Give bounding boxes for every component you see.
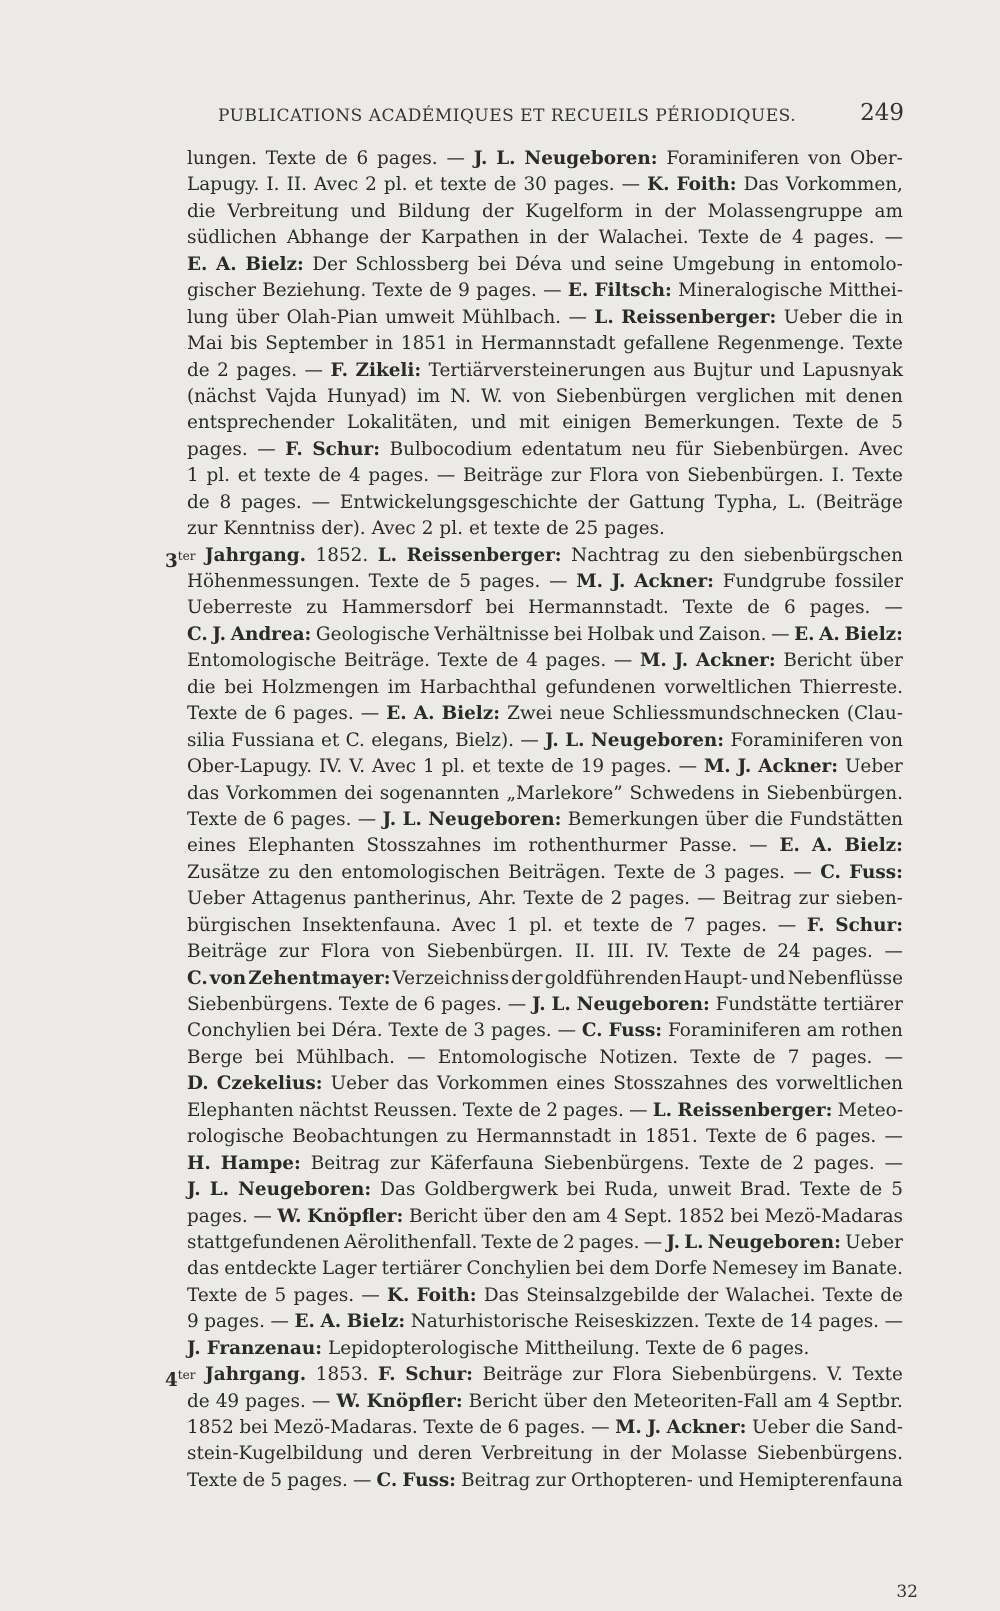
text-line: $4^{ter}$ Jahrgang. 1853. F. Schur: Beiträge zur Flora Siebenbürgens. V. Texte: [165, 1364, 903, 1392]
body-text: [165, 146, 903, 1494]
text-line: Ueber Attagenus pantherinus, Ahr. Texte de 2 pages. — Beitrag zur sieben-: [187, 888, 903, 910]
text-line: das Vorkommen dei sogenannten „Marlekore” Schwedens in Siebenbürgen.: [187, 782, 903, 804]
text-line: (nächst Vajda Hunyad) im N. W. von Siebenbürgen verglichen mit denen: [187, 385, 903, 407]
text-line: das entdeckte Lager tertiärer Conchylien bei dem Dorfe Nemesey im Banate.: [187, 1258, 903, 1280]
text-line: Lapugy. I. II. Avec 2 pl. et texte de 30 pages. — K. Foith: Das Vorkommen,: [187, 174, 903, 196]
text-line: D. Czekelius: Ueber das Vorkommen eines Stosszahnes des vorweltlichen: [187, 1073, 903, 1095]
text-line: Beiträge zur Flora von Siebenbürgen. II. III. IV. Texte de 24 pages. —: [187, 941, 903, 963]
text-line: die bei Holzmengen im Harbachthal gefundenen vorweltlichen Thierreste.: [187, 676, 903, 698]
text-line: Texte de 6 pages. — E. A. Bielz: Zwei neue Schliessmundschnecken (Clau-: [187, 703, 903, 725]
text-line: H. Hampe: Beitrag zur Käferfauna Siebenbürgens. Texte de 2 pages. —: [187, 1152, 903, 1174]
text-line: Siebenbürgens. Texte de 6 pages. — J. L. Neugeboren: Fundstätte tertiärer: [187, 994, 903, 1015]
text-line: entsprechender Lokalitäten, und mit einigen Bemerkungen. Texte de 5: [187, 412, 903, 434]
text-line: stattgefundenen Aërolithenfall. Texte de 2 pages. — J. L. Neugeboren: Ueber: [187, 1231, 903, 1253]
text-line: Ueberreste zu Hammersdorf bei Hermannstadt. Texte de 6 pages. —: [187, 597, 903, 619]
text-line: de 8 pages. — Entwickelungsgeschichte der Gattung Typha, L. (Beiträge: [187, 491, 903, 513]
text-line: 1 pl. et texte de 4 pages. — Beiträge zur Flora von Siebenbürgen. I. Texte: [187, 465, 903, 487]
text-line: de 49 pages. — W. Knöpfler: Bericht über den Meteoriten-Fall am 4 Septbr.: [187, 1390, 903, 1412]
text-line: rologische Beobachtungen zu Hermannstadt in 1851. Texte de 6 pages. —: [187, 1126, 903, 1148]
text-line: J. Franzenau: Lepidopterologische Mittheilung. Texte de 6 pages.: [187, 1337, 810, 1359]
text-line: stein-Kugelbildung und deren Verbreitung in der Molasse Siebenbürgens.: [187, 1443, 903, 1465]
text-line: lungen. Texte de 6 pages. — J. L. Neugeboren: Foraminiferen von Ober-: [187, 148, 903, 169]
text-line: zur Kenntniss der). Avec 2 pl. et texte de 25 pages.: [187, 518, 665, 540]
header-title: PUBLICATIONS ACADÉMIQUES ET RECUEILS PÉRIODIQUES.: [218, 106, 797, 126]
text-line: lung über Olah-Pian umweit Mühlbach. — L. Reissenberger: Ueber die in: [187, 306, 903, 328]
text-line: Berge bei Mühlbach. — Entomologische Notizen. Texte de 7 pages. —: [187, 1046, 903, 1068]
text-line: Conchylien bei Déra. Texte de 3 pages. — C. Fuss: Foraminiferen am rothen: [187, 1020, 903, 1042]
text-line: C. von Zehentmayer: Verzeichniss der goldführenden Haupt- und Nebenflüsse: [187, 967, 903, 989]
text-line: gischer Beziehung. Texte de 9 pages. — E. Filtsch: Mineralogische Mitthei-: [187, 280, 903, 302]
text-line: Texte de 6 pages. — J. L. Neugeboren: Bemerkungen über die Fundstätten: [187, 808, 903, 830]
text-line: Ober-Lapugy. IV. V. Avec 1 pl. et texte de 19 pages. — M. J. Ackner: Ueber: [187, 756, 903, 778]
text-line: 1852 bei Mezö-Madaras. Texte de 6 pages. — M. J. Ackner: Ueber die Sand-: [187, 1417, 903, 1438]
text-line: silia Fussiana et C. elegans, Bielz). — J. L. Neugeboren: Foraminiferen von: [187, 729, 903, 751]
text-line: J. L. Neugeboren: Das Goldbergwerk bei Ruda, unweit Brad. Texte de 5: [187, 1179, 903, 1201]
text-line: C. J. Andrea: Geologische Verhältnisse bei Holbak und Zaison. — E. A. Bielz:: [187, 623, 903, 645]
text-line: Entomologische Beiträge. Texte de 4 pages. — M. J. Ackner: Bericht über: [187, 650, 903, 672]
signature-mark: 32: [896, 1582, 918, 1602]
text-line: Texte de 5 pages. — K. Foith: Das Steinsalzgebilde der Walachei. Texte de: [187, 1284, 903, 1306]
text-line: südlichen Abhange der Karpathen in der Walachei. Texte de 4 pages. —: [187, 227, 903, 249]
text-line: pages. — W. Knöpfler: Bericht über den am 4 Sept. 1852 bei Mezö-Madaras: [187, 1205, 903, 1227]
text-line: Zusätze zu den entomologischen Beiträgen. Texte de 3 pages. — C. Fuss:: [187, 861, 903, 883]
text-line: die Verbreitung und Bildung der Kugelform in der Molassengruppe am: [187, 200, 903, 222]
text-line: pages. — F. Schur: Bulbocodium edentatum neu für Siebenbürgen. Avec: [187, 438, 903, 460]
text-line: de 2 pages. — F. Zikeli: Tertiärversteinerungen aus Bujtur und Lapusnyak: [187, 359, 903, 381]
text-line: eines Elephanten Stosszahnes im rothenthurmer Passe. — E. A. Bielz:: [187, 835, 903, 857]
text-line: bürgischen Insektenfauna. Avec 1 pl. et texte de 7 pages. — F. Schur:: [187, 914, 903, 936]
running-header: [218, 100, 904, 134]
text-line: $3^{ter}$ Jahrgang. 1852. L. Reissenberger: Nachtrag zu den siebenbürgschen: [165, 544, 903, 572]
text-line: Elephanten nächtst Reussen. Texte de 2 pages. — L. Reissenberger: Meteo-: [187, 1099, 903, 1121]
text-line: Texte de 5 pages. — C. Fuss: Beitrag zur Orthopteren- und Hemipterenfauna: [187, 1469, 903, 1491]
text-line: Mai bis September in 1851 in Hermannstadt gefallene Regenmenge. Texte: [187, 333, 903, 355]
text-line: E. A. Bielz: Der Schlossberg bei Déva und seine Umgebung in entomolo-: [187, 253, 903, 275]
page-number: 249: [860, 100, 904, 126]
text-line: 9 pages. — E. A. Bielz: Naturhistorische Reiseskizzen. Texte de 14 pages. —: [187, 1311, 903, 1333]
text-line: Höhenmessungen. Texte de 5 pages. — M. J. Ackner: Fundgrube fossiler: [187, 571, 903, 592]
